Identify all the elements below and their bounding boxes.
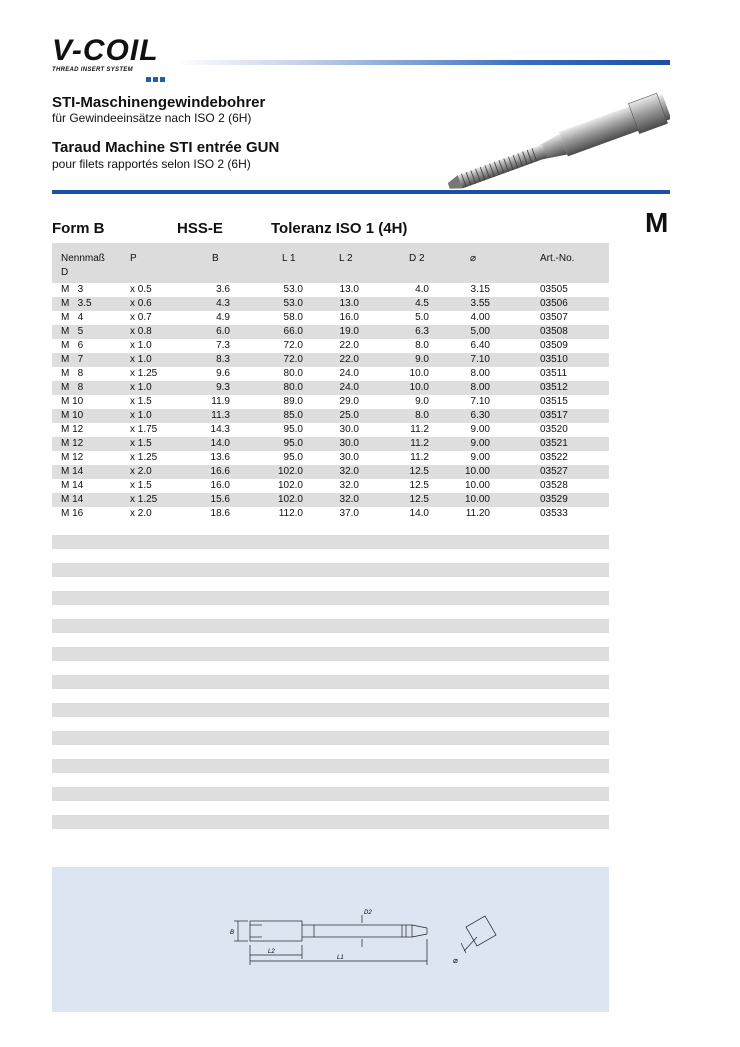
header-p: P	[130, 253, 137, 264]
cell-nenn: M 12	[61, 452, 84, 463]
table-row	[52, 381, 609, 395]
table-row	[52, 283, 609, 297]
cell-l2: 24.0	[339, 368, 359, 379]
cell-p: x 1.0	[130, 354, 152, 365]
tap-technical-drawing	[52, 867, 609, 1012]
cell-b: 18.6	[210, 508, 230, 519]
cell-sq: 4.00	[470, 312, 490, 323]
dimension-table	[52, 243, 609, 848]
empty-row	[52, 703, 609, 717]
cell-p: x 1.5	[130, 480, 152, 491]
tap-product-image	[415, 92, 670, 218]
table-row	[52, 325, 609, 339]
material-label: HSS-E	[177, 220, 223, 237]
table-row	[52, 395, 609, 409]
title-german: STI-Maschinengewindebohrer	[52, 94, 266, 111]
logo-tagline: THREAD INSERT SYSTEM	[52, 67, 133, 73]
empty-row	[52, 619, 609, 633]
table-row	[52, 479, 609, 493]
cell-b: 11.3	[211, 410, 230, 421]
table-header	[52, 243, 609, 283]
cell-l1: 102.0	[277, 466, 303, 477]
cell-nenn: M 8	[61, 382, 84, 393]
cell-d2: 6.3	[415, 326, 429, 337]
cell-d2: 4.0	[415, 284, 429, 295]
header-divider	[52, 190, 670, 194]
table-body	[52, 283, 609, 521]
cell-l1: 95.0	[283, 452, 303, 463]
table-row	[52, 437, 609, 451]
cell-p: x 1.25	[130, 494, 158, 505]
cell-l2: 16.0	[339, 312, 359, 323]
cell-l1: 58.0	[283, 312, 303, 323]
cell-sq: 5,00	[470, 326, 490, 337]
cell-p: x 0.5	[130, 284, 152, 295]
cell-d2: 12.5	[409, 466, 429, 477]
cell-l2: 32.0	[339, 494, 359, 505]
brand-logo	[52, 36, 172, 78]
table-row	[52, 367, 609, 381]
subtitle-french: pour filets rapportés selon ISO 2 (6H)	[52, 157, 251, 171]
cell-l2: 32.0	[339, 466, 359, 477]
cell-sq: 10.00	[464, 480, 490, 491]
table-row	[52, 311, 609, 325]
header-art-no: Art.-No.	[540, 253, 575, 264]
cell-l2: 24.0	[339, 382, 359, 393]
cell-d2: 8.0	[415, 340, 429, 351]
cell-sq: 3.15	[470, 284, 490, 295]
cell-l2: 30.0	[339, 424, 359, 435]
cell-nenn: M 14	[61, 480, 84, 491]
cell-art: 03528	[540, 480, 568, 491]
drawing-label-l1: L1	[337, 955, 344, 961]
cell-b: 7.3	[216, 340, 230, 351]
cell-l2: 19.0	[339, 326, 359, 337]
cell-nenn: M 10	[61, 396, 84, 407]
drawing-square-icon: ⌀	[453, 956, 458, 965]
cell-sq: 8.00	[470, 382, 490, 393]
cell-art: 03505	[540, 284, 568, 295]
cell-l2: 13.0	[339, 284, 359, 295]
cell-nenn: M 12	[61, 424, 84, 435]
cell-p: x 0.6	[130, 298, 152, 309]
cell-p: x 1.75	[130, 424, 158, 435]
cell-nenn: M 5	[61, 326, 84, 337]
cell-d2: 8.0	[415, 410, 429, 421]
table-row	[52, 339, 609, 353]
cell-l1: 89.0	[283, 396, 303, 407]
cell-art: 03521	[540, 438, 568, 449]
cell-l1: 95.0	[283, 424, 303, 435]
cell-l2: 29.0	[339, 396, 359, 407]
table-row	[52, 493, 609, 507]
cell-p: x 2.0	[130, 466, 152, 477]
cell-nenn: M 3	[61, 284, 84, 295]
cell-d2: 11.2	[410, 438, 429, 449]
cell-nenn: M 3.5	[61, 298, 92, 309]
cell-l1: 85.0	[283, 410, 303, 421]
technical-drawing-panel	[52, 867, 609, 1012]
cell-b: 13.6	[210, 452, 230, 463]
cell-art: 03522	[540, 452, 568, 463]
table-row	[52, 297, 609, 311]
cell-d2: 12.5	[409, 480, 429, 491]
empty-row	[52, 591, 609, 605]
cell-sq: 7.10	[470, 354, 490, 365]
cell-sq: 10.00	[464, 494, 490, 505]
cell-d2: 5.0	[415, 312, 429, 323]
cell-nenn: M 12	[61, 438, 84, 449]
cell-p: x 2.0	[130, 508, 152, 519]
cell-p: x 1.25	[130, 452, 158, 463]
drawing-label-l2: L2	[268, 949, 275, 955]
cell-d2: 14.0	[409, 508, 429, 519]
cell-b: 9.6	[216, 368, 230, 379]
title-french: Taraud Machine STI entrée GUN	[52, 139, 280, 156]
header-d: D	[61, 267, 69, 278]
cell-art: 03507	[540, 312, 568, 323]
empty-row	[52, 535, 609, 549]
empty-row	[52, 815, 609, 829]
cell-sq: 10.00	[464, 466, 490, 477]
cell-d2: 12.5	[409, 494, 429, 505]
header-l2: L 2	[339, 253, 353, 264]
cell-l1: 95.0	[283, 438, 303, 449]
cell-b: 14.0	[210, 438, 230, 449]
cell-art: 03529	[540, 494, 568, 505]
form-label: Form B	[52, 220, 105, 237]
cell-b: 15.6	[210, 494, 230, 505]
cell-l2: 30.0	[339, 438, 359, 449]
cell-art: 03508	[540, 326, 568, 337]
tolerance-label: Toleranz ISO 1 (4H)	[271, 220, 408, 237]
drawing-label-d2: D2	[364, 910, 372, 916]
cell-b: 4.9	[216, 312, 230, 323]
cell-d2: 9.0	[415, 396, 429, 407]
cell-p: x 1.5	[130, 438, 152, 449]
cell-nenn: M 14	[61, 494, 84, 505]
cell-nenn: M 10	[61, 410, 84, 421]
cell-sq: 9.00	[470, 438, 490, 449]
cell-l2: 30.0	[339, 452, 359, 463]
cell-p: x 0.7	[130, 312, 152, 323]
table-row	[52, 507, 609, 521]
cell-l1: 112.0	[278, 508, 303, 519]
header-gradient-rule	[175, 60, 670, 65]
section-letter: M	[645, 207, 669, 238]
cell-l2: 22.0	[339, 340, 359, 351]
subtitle-german: für Gewindeeinsätze nach ISO 2 (6H)	[52, 111, 252, 125]
cell-b: 16.6	[210, 466, 230, 477]
cell-p: x 1.5	[130, 396, 152, 407]
cell-d2: 10.0	[409, 368, 429, 379]
cell-l1: 53.0	[283, 284, 303, 295]
empty-row	[52, 759, 609, 773]
cell-b: 14.3	[210, 424, 230, 435]
cell-art: 03510	[540, 354, 568, 365]
cell-l1: 102.0	[277, 480, 303, 491]
cell-art: 03509	[540, 340, 568, 351]
logo-dots	[146, 69, 167, 87]
cell-l1: 80.0	[283, 368, 303, 379]
cell-l2: 25.0	[339, 410, 359, 421]
cell-art: 03515	[540, 396, 568, 407]
cell-nenn: M 4	[61, 312, 84, 323]
logo-wordmark: V-COIL	[52, 34, 159, 67]
cell-l2: 37.0	[339, 508, 359, 519]
cell-nenn: M 16	[61, 508, 84, 519]
cell-nenn: M 14	[61, 466, 84, 477]
cell-b: 9.3	[216, 382, 230, 393]
cell-d2: 4.5	[415, 298, 429, 309]
cell-sq: 8.00	[470, 368, 490, 379]
cell-b: 11.9	[211, 396, 230, 407]
cell-p: x 1.25	[130, 368, 158, 379]
cell-art: 03512	[540, 382, 568, 393]
cell-b: 16.0	[210, 480, 230, 491]
header-b: B	[212, 253, 219, 264]
cell-art: 03533	[540, 508, 568, 519]
cell-d2: 11.2	[410, 452, 429, 463]
table-row	[52, 451, 609, 465]
empty-row	[52, 563, 609, 577]
cell-l1: 72.0	[283, 354, 303, 365]
cell-p: x 1.0	[130, 410, 152, 421]
cell-sq: 3.55	[470, 298, 490, 309]
cell-sq: 6.40	[470, 340, 490, 351]
cell-art: 03506	[540, 298, 568, 309]
table-row	[52, 353, 609, 367]
empty-row	[52, 731, 609, 745]
cell-sq: 6.30	[470, 410, 490, 421]
header-d2: D 2	[409, 253, 425, 264]
cell-l1: 53.0	[283, 298, 303, 309]
cell-p: x 0.8	[130, 326, 152, 337]
cell-nenn: M 8	[61, 368, 84, 379]
cell-sq: 11.20	[465, 508, 490, 519]
cell-art: 03520	[540, 424, 568, 435]
cell-b: 8.3	[216, 354, 230, 365]
empty-row	[52, 647, 609, 661]
cell-art: 03527	[540, 466, 568, 477]
cell-l2: 22.0	[339, 354, 359, 365]
cell-p: x 1.0	[130, 382, 152, 393]
table-row	[52, 409, 609, 423]
cell-l2: 32.0	[339, 480, 359, 491]
cell-sq: 7.10	[470, 396, 490, 407]
cell-d2: 10.0	[409, 382, 429, 393]
cell-p: x 1.0	[130, 340, 152, 351]
cell-sq: 9.00	[470, 424, 490, 435]
empty-row	[52, 787, 609, 801]
cell-b: 6.0	[216, 326, 230, 337]
cell-art: 03517	[540, 410, 568, 421]
table-row	[52, 423, 609, 437]
cell-d2: 11.2	[410, 424, 429, 435]
cell-b: 3.6	[216, 284, 230, 295]
cell-nenn: M 7	[61, 354, 84, 365]
cell-l1: 102.0	[277, 494, 303, 505]
cell-b: 4.3	[216, 298, 230, 309]
cell-l1: 72.0	[283, 340, 303, 351]
cell-l1: 66.0	[283, 326, 303, 337]
empty-row	[52, 675, 609, 689]
cell-art: 03511	[540, 368, 568, 379]
cell-l1: 80.0	[283, 382, 303, 393]
cell-sq: 9.00	[470, 452, 490, 463]
cell-l2: 13.0	[339, 298, 359, 309]
cell-nenn: M 6	[61, 340, 84, 351]
table-row	[52, 465, 609, 479]
header-nennmass: Nennmaß	[61, 253, 105, 264]
cell-d2: 9.0	[415, 354, 429, 365]
square-size-icon: ⌀	[470, 253, 477, 264]
drawing-label-b: B	[230, 930, 235, 936]
header-l1: L 1	[282, 253, 296, 264]
